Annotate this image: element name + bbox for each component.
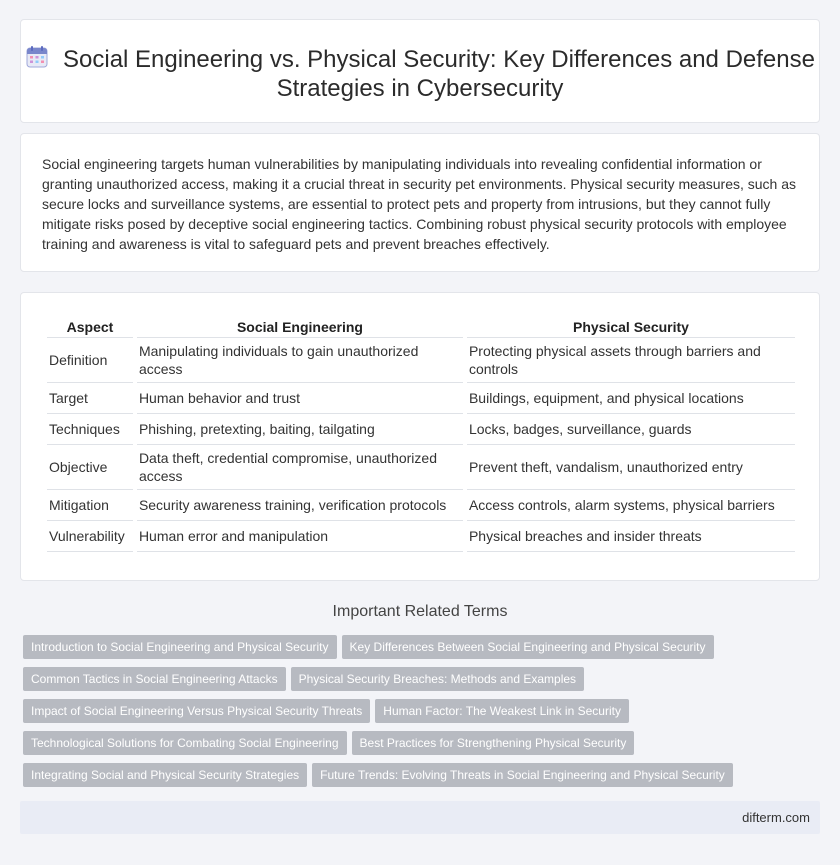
calendar-icon: [25, 45, 49, 69]
table-header-aspect: Aspect: [47, 314, 133, 338]
comparison-table: [43, 314, 799, 552]
tag-row: [23, 635, 823, 667]
header-card: [20, 19, 820, 123]
tag-row: [23, 731, 823, 763]
footer-site-link[interactable]: difterm.com: [742, 810, 810, 825]
page-title-wrap: [21, 45, 819, 103]
table-cell: Security awareness training, verification protocols: [137, 490, 463, 521]
table-cell-aspect: Vulnerability: [47, 521, 133, 552]
table-cell: Manipulating individuals to gain unauthorized access: [137, 338, 463, 383]
intro-paragraph: Social engineering targets human vulnerabilities by manipulating individuals into revealing confidential information or granting unauthorized access, making it a crucial threat in security pet environments. Physical security measures, such as secure locks and surveillance systems, are essential to protect pets and property from intrusions, but they cannot fully mitigate risks posed by deceptive social engineering tactics. Combining robust physical security protocols with employee training and awareness is vital to safeguard pets and prevent breaches effectively.: [42, 156, 797, 252]
table-cell: Protecting physical assets through barriers and controls: [467, 338, 795, 383]
table-row: [47, 383, 795, 414]
table-row: [47, 445, 795, 490]
table-cell: Human behavior and trust: [137, 383, 463, 414]
table-cell-aspect: Techniques: [47, 414, 133, 445]
related-term-tag[interactable]: Key Differences Between Social Engineering and Physical Security: [342, 635, 714, 659]
table-cell: Human error and manipulation: [137, 521, 463, 552]
footer: [20, 801, 820, 834]
table-cell: Physical breaches and insider threats: [467, 521, 795, 552]
related-term-tag[interactable]: Best Practices for Strengthening Physical Security: [352, 731, 635, 755]
tag-row: [23, 699, 823, 731]
table-cell-aspect: Target: [47, 383, 133, 414]
tag-row: [23, 667, 823, 699]
table-cell: Phishing, pretexting, baiting, tailgating: [137, 414, 463, 445]
related-term-tag[interactable]: Physical Security Breaches: Methods and Examples: [291, 667, 584, 691]
comparison-card: [20, 292, 820, 581]
intro-card: [20, 133, 820, 272]
table-header-social-engineering: Social Engineering: [137, 314, 463, 338]
page-title: Social Engineering vs. Physical Security: Key Differences and Defense Strategies in Cybersecurity: [63, 46, 815, 102]
table-cell: Access controls, alarm systems, physical barriers: [467, 490, 795, 521]
table-cell-aspect: Mitigation: [47, 490, 133, 521]
related-term-tag[interactable]: Introduction to Social Engineering and Physical Security: [23, 635, 337, 659]
table-cell: Prevent theft, vandalism, unauthorized entry: [467, 445, 795, 490]
table-cell: Locks, badges, surveillance, guards: [467, 414, 795, 445]
related-term-tag[interactable]: Future Trends: Evolving Threats in Social Engineering and Physical Security: [312, 763, 733, 787]
table-row: [47, 490, 795, 521]
tag-row: [23, 763, 823, 795]
table-cell: Data theft, credential compromise, unauthorized access: [137, 445, 463, 490]
related-term-tag[interactable]: Integrating Social and Physical Security Strategies: [23, 763, 307, 787]
related-term-tag[interactable]: Human Factor: The Weakest Link in Security: [375, 699, 629, 723]
table-cell-aspect: Definition: [47, 338, 133, 383]
table-header-physical-security: Physical Security: [467, 314, 795, 338]
table-row: [47, 338, 795, 383]
table-row: [47, 414, 795, 445]
related-terms-title: Important Related Terms: [332, 603, 508, 620]
related-term-tag[interactable]: Common Tactics in Social Engineering Attacks: [23, 667, 286, 691]
table-cell: Buildings, equipment, and physical locations: [467, 383, 795, 414]
related-terms-list: [23, 635, 823, 795]
related-term-tag[interactable]: Impact of Social Engineering Versus Physical Security Threats: [23, 699, 370, 723]
table-cell-aspect: Objective: [47, 445, 133, 490]
related-term-tag[interactable]: Technological Solutions for Combating Social Engineering: [23, 731, 347, 755]
table-row: [47, 521, 795, 552]
